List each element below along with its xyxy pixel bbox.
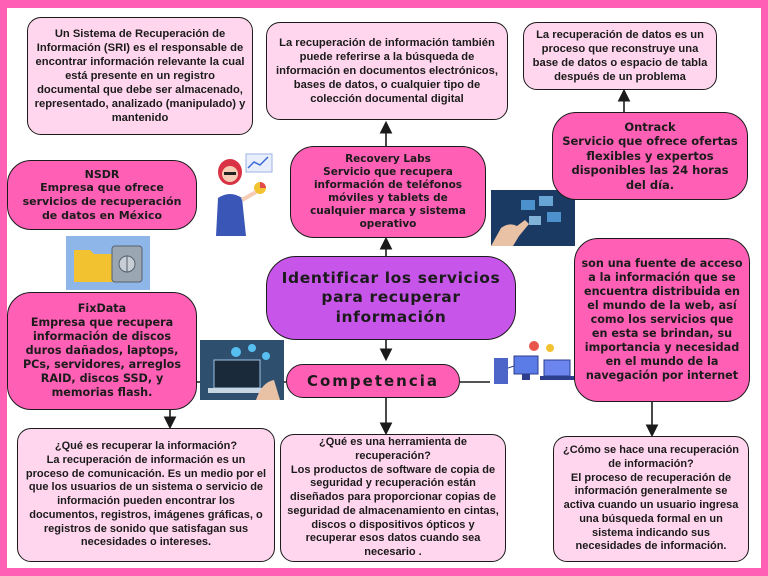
node-ontrack: Ontrack Servicio que ofrece ofertas flexibles y expertos disponibles las 24 horas del día. [552, 112, 748, 200]
node-nsdr: NSDR Empresa que ofrece servicios de recuperación de datos en México [7, 160, 197, 230]
node-como-se-hace: ¿Cómo se hace una recuperación de información? El proceso de recuperación de información generalmente se activa cuando un usuario ingresa una búsqueda formal en un sistema indicando sus necesidades de información. [553, 436, 749, 562]
woman-analyst-icon [202, 150, 278, 236]
laptop-notifications-icon [200, 340, 284, 400]
node-recovery-labs: Recovery Labs Servicio que recupera información de teléfonos móviles y tablets de cualquier marca y sistema operativo [290, 146, 486, 238]
node-competencia: Competencia [286, 364, 460, 398]
node-fuente: son una fuente de acceso a la información que se encuentra distribuida en el mundo de la web, así como los servicios que en esta se brindan, su importancia y necesidad en el mundo de la navegación por internet [574, 238, 750, 402]
node-sri: Un Sistema de Recuperación de Información (SRI) es el responsable de encontrar información relevante la cual está presente en un registro documental que debe ser almacenado, representado, analizado (manipulado) y mantenido [27, 17, 253, 135]
folder-safe-icon [66, 236, 150, 290]
digital-hand-icon [491, 190, 575, 246]
node-herramienta: ¿Qué es una herramienta de recuperación? Los productos de software de copia de seguridad y recuperación están diseñados para proporcionar copias de seguridad de almacenamiento en cintas, discos o dispositivos ópticos y recuperar esos datos cuando sea necesario . [280, 434, 506, 562]
node-fixdata: FixData Empresa que recupera información de discos duros dañados, laptops, PCs, servidores, arreglos RAID, discos SSD, y memorias flash. [7, 292, 197, 410]
node-busqueda: La recuperación de información también puede referirse a la búsqueda de información en documentos electrónicos, bases de datos, o cualquier tipo de colección documental digital [266, 22, 508, 120]
node-proceso: La recuperación de datos es un proceso que reconstruye una base de datos o espacio de tabla después de un problema [523, 22, 717, 90]
node-que-es-recuperar: ¿Qué es recuperar la información? La recuperación de información es un proceso de comunicación. Es un medio por el que los usuarios de un sistema o servicio de información pueden encontrar los documentos, registros, imágenes gráficas, o registros de sonido que satisfagan sus necesidades o intereses. [17, 428, 275, 562]
network-computers-icon [490, 338, 576, 392]
node-central-title: Identificar los servicios para recuperar información [266, 256, 516, 340]
